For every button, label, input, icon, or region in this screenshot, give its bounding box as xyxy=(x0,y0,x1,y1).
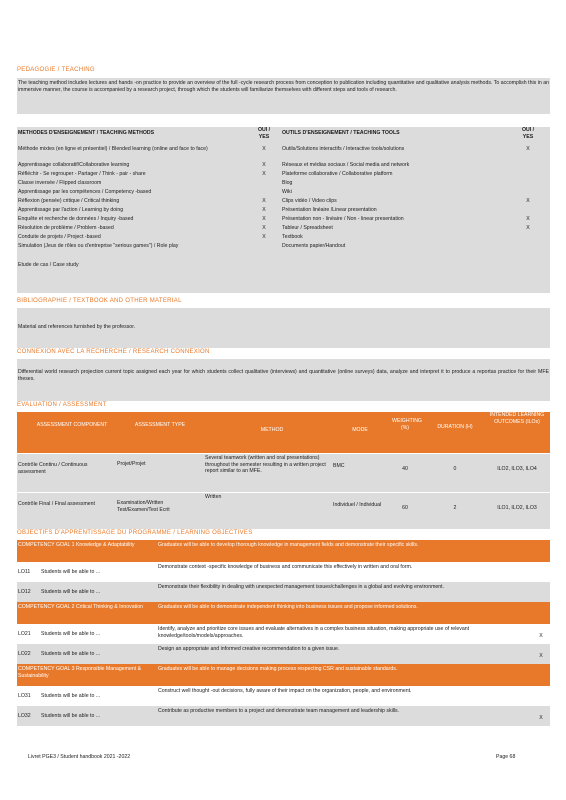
tool-check: X xyxy=(526,198,530,204)
learning-objective-row xyxy=(17,644,550,664)
method-label: Méthode mixtes (en ligne et présentiel) / Blended learning (online and face to face) xyxy=(18,146,208,152)
method-check: X xyxy=(262,234,266,240)
competency-description: Graduates will be able to demonstrate independent thinking into business issues and propose informed solutions. xyxy=(158,604,418,610)
header-ilos: INTENDED LEARNING OUTCOMES (ILOs) xyxy=(489,412,545,425)
row-divider xyxy=(17,453,550,454)
method-check: X xyxy=(262,171,266,177)
footer-left: Livret PGE3 / Student handbook 2021 -2022 xyxy=(28,754,131,760)
eval-component: Contrôle Continu / Continuous assessment xyxy=(18,462,88,475)
header-assessment-component: ASSESSMENT COMPONENT xyxy=(36,422,108,428)
competency-description: Graduates will be able to manage decisions making process respecting CSR and sustainable standards. xyxy=(158,666,398,672)
evaluation-title: EVALUATION / ASSESSMENT xyxy=(17,402,107,408)
header-mode: MODE xyxy=(352,427,368,433)
tool-check: X xyxy=(526,225,530,231)
method-label: Simulation (Jeux de rôles ou d'entreprise "serious games") / Role play xyxy=(18,243,179,249)
method-label: Apprentissage par les compétences / Competency -based xyxy=(18,189,152,195)
tools-header: OUTILS D'ENSEIGNEMENT / TEACHING TOOLS xyxy=(282,130,400,136)
bibliography-block xyxy=(17,308,550,348)
lo-text: Demonstrate their flexibility in dealing with unexpected management issues/challenges in a global and evolving environment. xyxy=(158,584,445,590)
eval-method: Written xyxy=(205,494,222,500)
lo-label: Students will be able to ... xyxy=(41,589,101,595)
method-label: Apprentissage collaboratif/Collaborative learning xyxy=(18,162,130,168)
tool-label: Textbook xyxy=(282,234,303,240)
research-block xyxy=(17,359,550,401)
tool-label: Outils/Solutions interactifs / Interactive tools/solutions xyxy=(282,146,405,152)
method-check: X xyxy=(262,162,266,168)
competency-row xyxy=(17,664,550,686)
evaluation-table xyxy=(17,412,550,529)
eval-mode: Individuel / Individual xyxy=(333,502,382,508)
eval-duration: 0 xyxy=(453,466,457,472)
tool-label: Réseaux et médias sociaux / Social media and network xyxy=(282,162,410,168)
eval-ilos: ILO1, ILO2, ILO3 xyxy=(497,505,537,511)
lo-text: Contribute as productive members to a project and demonstrate team management and leadership skills. xyxy=(158,708,400,714)
competency-goal: COMPETENCY GOAL 3 Responsible Management & Sustainability xyxy=(18,666,142,679)
pedagogy-block xyxy=(17,78,550,114)
tools-yes-header: OUI / YES xyxy=(521,127,535,140)
lo-label: Students will be able to ... xyxy=(41,651,101,657)
eval-ilos: ILO2, ILO3, ILO4 xyxy=(497,466,537,472)
methods-header: METHODES D'ENSEIGNEMENT / TEACHING METHODS xyxy=(18,130,155,136)
methods-yes-header: OUI / YES xyxy=(257,127,271,140)
lo-label: Students will be able to ... xyxy=(41,569,101,575)
tool-label: Plateforme collaborative / Collaborative platform xyxy=(282,171,393,177)
header-weighting: WEIGHTING (%) xyxy=(392,418,422,431)
tool-label: Tableur / Spreadsheet xyxy=(282,225,333,231)
lo-text: Construct well thought -out decisions, fully aware of their impact on the organization, people, and environment. xyxy=(158,688,412,694)
method-check: X xyxy=(262,216,266,222)
method-label: Réflexion (pensée) critique / Critical thinking xyxy=(18,198,120,204)
learning-objective-row xyxy=(17,706,550,726)
eval-mode: BMC xyxy=(333,463,345,469)
tool-label: Documents papier/Handout xyxy=(282,243,346,249)
method-label: Enquête et recherche de données / Inquiry -based xyxy=(18,216,134,222)
row-divider xyxy=(17,492,550,493)
tool-label: Clips vidéo / Video clips xyxy=(282,198,337,204)
header-method: METHOD xyxy=(260,427,284,433)
lo-text: Design an appropriate and informed creative recommendation to a given issue. xyxy=(158,646,340,652)
pedagogy-text: The teaching method includes lectures and hands -on practice to provide an overview of the full -cycle research process from conception to publication including quantitative and qualitative analysis methods. To accomplish this in an immersive manner, the course is accompanied by a research project, through which the students will familiarize themselves with different steps and tools of research. xyxy=(18,80,549,93)
lo-code: LO31 xyxy=(18,693,31,699)
eval-type: Projet/Projet xyxy=(117,461,146,467)
competency-row xyxy=(17,602,550,624)
learning-objective-row xyxy=(17,582,550,602)
competency-row xyxy=(17,540,550,562)
method-label: Conduite de projets / Project -based xyxy=(18,234,101,240)
tool-check: X xyxy=(526,146,530,152)
evaluation-header-row xyxy=(17,412,550,453)
competency-goal: COMPETENCY GOAL 2 Critical Thinking & Innovation xyxy=(18,604,144,610)
learning-objective-row xyxy=(17,562,550,582)
eval-weight: 40 xyxy=(402,466,408,472)
objectives-title: OBJECTIFS D'APPRENTISSAGE DU PROGRAMME / LEARNING OBJECTIVES xyxy=(17,530,253,536)
learning-objective-row xyxy=(17,686,550,706)
lo-code: LO22 xyxy=(18,651,31,657)
methods-table xyxy=(17,127,550,293)
lo-text: Identify, analyze and prioritize core issues and evaluate alternatives in a complex business situation, making appropriate use of relevant knowledge/tools/models/approaches. xyxy=(158,626,470,639)
lo-label: Students will be able to ... xyxy=(41,713,101,719)
tool-label: Blog xyxy=(282,180,293,186)
method-label: Apprentissage par l'action / Learning by doing xyxy=(18,207,124,213)
method-label: Réfléchir - Se regrouper - Partager / Think - pair - share xyxy=(18,171,146,177)
eval-weight: 60 xyxy=(402,505,408,511)
eval-component: Contrôle Final / Final assessment xyxy=(18,501,95,507)
bibliography-text: Material and references furnished by the professor. xyxy=(18,324,136,330)
learning-objective-row xyxy=(17,624,550,644)
header-duration: DURATION (H) xyxy=(437,424,473,430)
eval-method: Several teamwork (written and oral presentations) throughout the semester resulting in a written project report similar to an MFE. xyxy=(205,455,326,474)
lo-code: LO32 xyxy=(18,713,31,719)
lo-code: LO11 xyxy=(18,569,31,575)
method-label: Etude de cas / Case study xyxy=(18,262,79,268)
lo-check: X xyxy=(539,653,543,659)
objectives-table xyxy=(17,540,550,725)
lo-label: Students will be able to ... xyxy=(41,631,101,637)
method-check: X xyxy=(262,207,266,213)
method-check: X xyxy=(262,198,266,204)
lo-check: X xyxy=(539,633,543,639)
tool-check: X xyxy=(526,216,530,222)
lo-text: Demonstrate context -specific knowledge of business and communicate this effectively in written and oral form. xyxy=(158,564,413,570)
method-check: X xyxy=(262,146,266,152)
lo-check: X xyxy=(539,715,543,721)
tool-label: Présentation linéaire /Linear presentation xyxy=(282,207,377,213)
method-label: Classe inversée / Flipped classroom xyxy=(18,180,102,186)
tool-label: Présentation non - linéaire / Non - linear presentation xyxy=(282,216,404,222)
research-text: Differential world research projection current topic assigned each year for which students collect qualitative (interviews) and quantitative (online surveys) data, analyze and interpret it to produce a reportas practice for their MFE theses. xyxy=(18,369,549,382)
competency-goal: COMPETENCY GOAL 1 Knowledge & Adaptability xyxy=(18,542,135,548)
competency-description: Graduates will be able to develop thorough knowledge in management fields and demonstrate their specific skills. xyxy=(158,542,419,548)
method-label: Résolution de problème / Problem -based xyxy=(18,225,114,231)
research-title: CONNEXION AVEC LA RECHERCHE / RESEARCH CONNEXION xyxy=(17,349,210,355)
header-assessment-type: ASSESSMENT TYPE xyxy=(134,422,186,428)
lo-code: LO12 xyxy=(18,589,31,595)
bibliography-title: BIBLIOGRAPHIE / TEXTBOOK AND OTHER MATERIAL xyxy=(17,298,182,304)
tool-label: Wiki xyxy=(282,189,292,195)
lo-label: Students will be able to ... xyxy=(41,693,101,699)
eval-type: Examination/Written Test/Examen/Test Ecrit xyxy=(117,500,170,513)
method-check: X xyxy=(262,225,266,231)
eval-duration: 2 xyxy=(453,505,457,511)
lo-code: LO21 xyxy=(18,631,31,637)
pedagogy-title: PEDAGOGIE / TEACHING xyxy=(17,67,95,73)
footer-page: Page 68 xyxy=(496,754,516,760)
